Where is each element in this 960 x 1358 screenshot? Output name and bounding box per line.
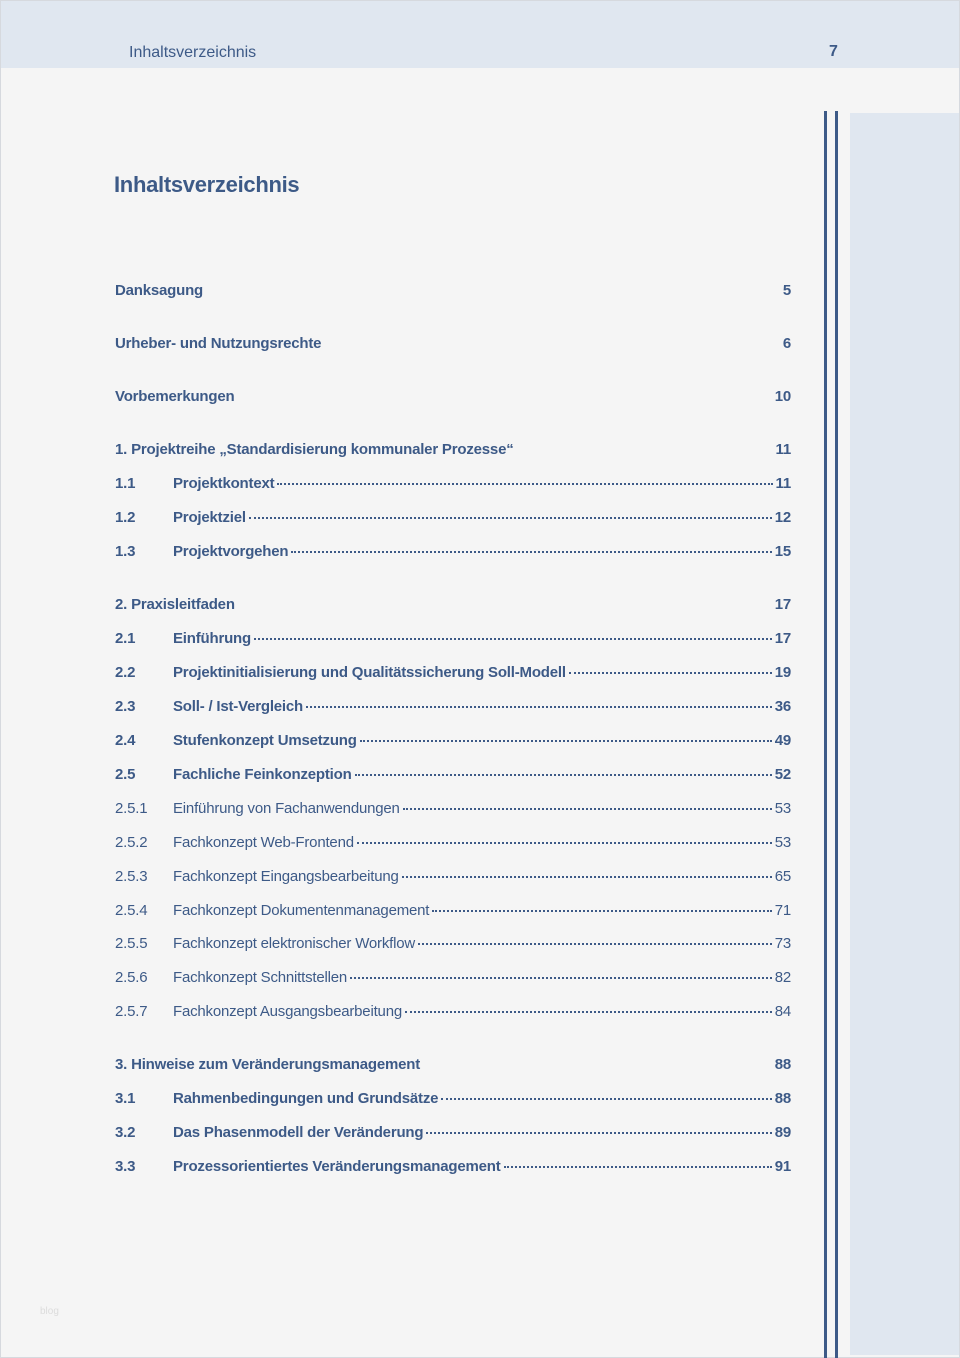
decorative-line — [835, 111, 838, 1358]
toc-page: 53 — [774, 834, 791, 851]
toc-page: 11 — [775, 441, 791, 458]
toc-label: Fachkonzept Dokumentenmanagement — [173, 902, 430, 919]
toc-number: 2.4 — [115, 732, 136, 749]
toc-number: 2.5.6 — [115, 969, 148, 986]
toc-number: 2.5.1 — [115, 800, 148, 817]
dot-leader — [306, 706, 772, 708]
toc-entry[interactable] — [115, 596, 791, 613]
decorative-line — [824, 111, 827, 1358]
dot-leader — [355, 774, 772, 776]
toc-number: 2.5.7 — [115, 1003, 148, 1020]
dot-leader — [360, 740, 772, 742]
dot-leader — [357, 842, 772, 844]
toc-number: 2.5.3 — [115, 868, 148, 885]
toc-label: Fachkonzept Web-Frontend — [173, 834, 354, 851]
toc-entry[interactable] — [115, 1056, 791, 1073]
dot-leader — [569, 672, 772, 674]
toc-page: 91 — [774, 1158, 791, 1175]
toc-page: 88 — [774, 1090, 791, 1107]
toc-number: 2.5.2 — [115, 834, 148, 851]
page-title: Inhaltsverzeichnis — [114, 172, 300, 197]
toc-label: Danksagung — [115, 282, 204, 299]
toc-page: 15 — [774, 543, 791, 560]
toc-page: 19 — [774, 664, 791, 681]
toc-number: 2.5 — [115, 766, 136, 783]
toc-entry[interactable] — [115, 1124, 791, 1141]
toc-page: 36 — [774, 698, 791, 715]
toc-label: Urheber- und Nutzungsrechte — [115, 335, 322, 352]
toc-number: 1.2 — [115, 509, 136, 526]
toc-entry[interactable] — [115, 698, 791, 715]
page-header — [1, 1, 959, 68]
toc-label: Rahmenbedingungen und Grundsätze — [173, 1090, 439, 1107]
toc-label: Fachkonzept Schnittstellen — [173, 969, 348, 986]
toc-number: 3.2 — [115, 1124, 136, 1141]
toc-page: 65 — [774, 868, 791, 885]
toc-page: 10 — [774, 388, 791, 405]
dot-leader — [291, 551, 771, 553]
toc-page: 11 — [775, 475, 791, 492]
toc-label: Soll- / Ist-Vergleich — [173, 698, 304, 715]
toc-label: Prozessorientiertes Veränderungsmanagement — [173, 1158, 501, 1175]
toc-page: 12 — [774, 509, 791, 526]
toc-entry[interactable] — [115, 1158, 791, 1175]
toc-label: Projektziel — [173, 509, 246, 526]
toc-label: Einführung — [173, 630, 251, 647]
toc-entry[interactable] — [115, 834, 791, 851]
toc-entry[interactable] — [115, 475, 791, 492]
toc-label: Fachkonzept Eingangsbearbeitung — [173, 868, 399, 885]
toc-number: 2.5.5 — [115, 935, 148, 952]
header-page-number: 7 — [829, 43, 838, 60]
toc-number: 1.1 — [115, 475, 136, 492]
toc-label: Stufenkonzept Umsetzung — [173, 732, 357, 749]
toc-entry[interactable] — [115, 766, 791, 783]
toc-page: 53 — [774, 800, 791, 817]
toc-number: 2.5.4 — [115, 902, 148, 919]
toc-entry[interactable] — [115, 1003, 791, 1020]
toc-page: 71 — [774, 902, 791, 919]
toc-entry[interactable] — [115, 335, 791, 352]
dot-leader — [350, 977, 772, 979]
dot-leader — [249, 517, 772, 519]
toc-entry[interactable] — [115, 935, 791, 952]
toc-label: Das Phasenmodell der Veränderung — [173, 1124, 424, 1141]
toc-entry[interactable] — [115, 630, 791, 647]
toc-entry[interactable] — [115, 388, 791, 405]
toc-page: 84 — [774, 1003, 791, 1020]
toc-label: Projektkontext — [173, 475, 275, 492]
toc-page: 73 — [774, 935, 791, 952]
toc-label: Projektvorgehen — [173, 543, 289, 560]
toc-page: 89 — [774, 1124, 791, 1141]
toc-page: 17 — [774, 596, 791, 613]
toc-entry[interactable] — [115, 868, 791, 885]
toc-entry[interactable] — [115, 509, 791, 526]
toc-entry[interactable] — [115, 902, 791, 919]
toc-page: 88 — [774, 1056, 791, 1073]
toc-label: Vorbemerkungen — [115, 388, 235, 405]
toc-label: 3. Hinweise zum Veränderungsmanagement — [115, 1056, 420, 1073]
toc-number: 3.3 — [115, 1158, 136, 1175]
toc-label: Fachkonzept elektronischer Workflow — [173, 935, 415, 952]
toc-page: 52 — [774, 766, 791, 783]
toc-page: 17 — [774, 630, 791, 647]
toc-entry[interactable] — [115, 732, 791, 749]
toc-page: 49 — [774, 732, 791, 749]
toc-number: 3.1 — [115, 1090, 136, 1107]
dot-leader — [441, 1098, 771, 1100]
toc-number: 1.3 — [115, 543, 136, 560]
toc-number: 2.1 — [115, 630, 136, 647]
toc-entry[interactable] — [115, 282, 791, 299]
dot-leader — [405, 1011, 772, 1013]
header-title: Inhaltsverzeichnis — [129, 44, 257, 61]
watermark: blog — [40, 1306, 59, 1317]
toc-entry[interactable] — [115, 664, 791, 681]
dot-leader — [504, 1166, 772, 1168]
toc-page: 5 — [782, 282, 791, 299]
toc-label: Fachliche Feinkonzeption — [173, 766, 352, 783]
dot-leader — [254, 638, 772, 640]
toc-label: Fachkonzept Ausgangsbearbeitung — [173, 1003, 402, 1020]
toc-entry[interactable] — [115, 800, 791, 817]
toc-number: 2.3 — [115, 698, 136, 715]
dot-leader — [402, 876, 772, 878]
toc-entry[interactable] — [115, 543, 791, 560]
toc-entry[interactable] — [115, 441, 791, 458]
toc-number: 2.2 — [115, 664, 136, 681]
toc-label: 1. Projektreihe „Standardisierung kommunaler Prozesse“ — [115, 441, 514, 458]
toc-entry[interactable] — [115, 1090, 791, 1107]
dot-leader — [403, 808, 772, 810]
toc-page: 82 — [774, 969, 791, 986]
dot-leader — [418, 943, 772, 945]
toc-entry[interactable] — [115, 969, 791, 986]
dot-leader — [277, 483, 772, 485]
side-panel — [850, 113, 959, 1355]
toc-page: 6 — [782, 335, 791, 352]
toc-label: Einführung von Fachanwendungen — [173, 800, 400, 817]
dot-leader — [426, 1132, 771, 1134]
dot-leader — [432, 910, 771, 912]
toc-label: 2. Praxisleitfaden — [115, 596, 235, 613]
toc-label: Projektinitialisierung und Qualitätssicherung Soll-Modell — [173, 664, 566, 681]
